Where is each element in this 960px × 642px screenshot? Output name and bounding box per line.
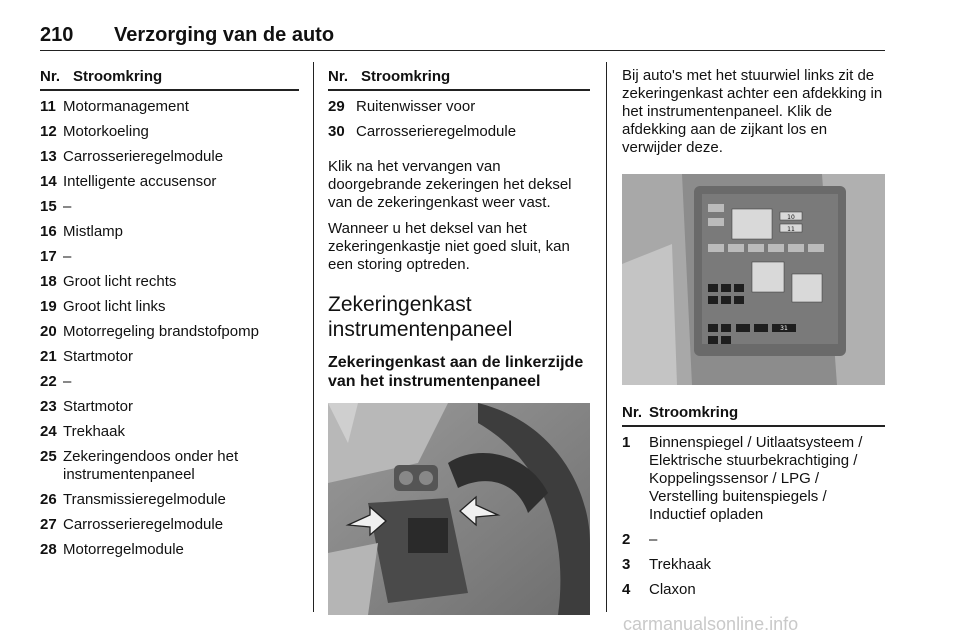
column-divider	[606, 62, 607, 612]
fuse-number: 25	[40, 448, 57, 465]
table-row	[328, 98, 590, 116]
paragraph: Wanneer u het deksel van het zekeringenkastje niet goed sluit, kan een storing optreden.	[328, 220, 570, 273]
header-nr: Nr.	[622, 404, 643, 421]
table-row	[40, 448, 299, 484]
circuit-name: Motorkoeling	[63, 123, 149, 140]
sub-heading: Zekeringenkast aan de linkerzijde van het instrumentenpaneel	[328, 354, 584, 390]
fuse-number: 16	[40, 223, 57, 240]
table-row	[40, 516, 299, 534]
fuse-table-3	[622, 434, 885, 599]
circuit-name: Trekhaak	[649, 556, 711, 573]
header-circuit: Stroomkring	[361, 68, 451, 85]
table-row	[40, 541, 299, 559]
fuse-number: 19	[40, 298, 57, 315]
fuse-label: 10	[787, 214, 795, 221]
circuit-name: Ruitenwisser voor	[356, 98, 476, 115]
circuit-name: Startmotor	[63, 398, 134, 415]
dashboard-photo	[328, 403, 590, 615]
fuse-number: 12	[40, 123, 57, 140]
circuit-name: Mistlamp	[63, 223, 124, 240]
circuit-name: –	[63, 198, 72, 215]
circuit-name: Motormanagement	[63, 98, 189, 115]
table-row	[40, 373, 299, 391]
table-row	[622, 556, 885, 574]
table-row	[622, 581, 885, 599]
fuse-number: 20	[40, 323, 57, 340]
table-header	[328, 64, 590, 91]
circuit-name: –	[649, 531, 658, 548]
fuse-number: 28	[40, 541, 57, 558]
column-2	[328, 64, 590, 615]
fuse-number: 11	[40, 98, 56, 115]
header-nr: Nr.	[328, 68, 349, 85]
fuse-number: 13	[40, 148, 57, 165]
circuit-name: Carrosserieregelmodule	[63, 148, 224, 165]
circuit-name: Binnenspiegel / Uitlaatsysteem / Elektrische stuurbekrachtiging / Koppelingssensor / LPG / Verstelling buitenspiegels / Inductief opladen	[649, 434, 863, 523]
fuse-number: 22	[40, 373, 57, 390]
fuse-label: 31	[780, 325, 788, 332]
fuse-table-1	[40, 98, 299, 559]
table-row	[40, 198, 299, 216]
fuse-number: 1	[622, 434, 631, 451]
table-header	[622, 400, 885, 427]
table-header	[40, 64, 299, 91]
table-row	[40, 223, 299, 241]
table-row	[40, 398, 299, 416]
table-row	[40, 423, 299, 441]
circuit-name: Intelligente accusensor	[63, 173, 217, 190]
circuit-name: Claxon	[649, 581, 696, 598]
column-3	[622, 64, 885, 599]
fuse-number: 23	[40, 398, 57, 415]
circuit-name: Transmissieregelmodule	[63, 491, 226, 508]
fuse-number: 29	[328, 98, 345, 115]
paragraph: Klik na het vervangen van doorgebrande zekeringen het deksel van de zekeringenkast weer vast.	[328, 158, 572, 211]
fuse-number: 27	[40, 516, 57, 533]
column-divider	[313, 62, 314, 612]
column-1	[40, 64, 299, 559]
table-row	[622, 434, 885, 524]
fuse-number: 18	[40, 273, 57, 290]
fuse-table-2	[328, 98, 590, 141]
circuit-name: Carrosserieregelmodule	[356, 123, 517, 140]
circuit-name: –	[63, 373, 72, 390]
table-row	[40, 173, 299, 191]
paragraph: Bij auto's met het stuurwiel links zit de zekeringenkast achter een afdekking in het instrumentenpaneel. Klik de afdekking aan de zijkant los en verwijder deze.	[622, 67, 883, 156]
circuit-name: Carrosserieregelmodule	[63, 516, 224, 533]
table-row	[40, 273, 299, 291]
circuit-name: Groot licht rechts	[63, 273, 177, 290]
table-row	[40, 323, 299, 341]
fuse-number: 17	[40, 248, 57, 265]
circuit-name: –	[63, 248, 72, 265]
fuse-number: 24	[40, 423, 57, 440]
table-row	[622, 531, 885, 549]
page-header	[40, 20, 885, 51]
table-row	[328, 123, 590, 141]
fusebox-photo	[622, 174, 885, 385]
fuse-number: 14	[40, 173, 57, 190]
fuse-number: 2	[622, 531, 631, 548]
fuse-number: 3	[622, 556, 631, 573]
page-number: 210	[40, 24, 74, 46]
fuse-number: 4	[622, 581, 631, 598]
table-row	[40, 298, 299, 316]
circuit-name: Trekhaak	[63, 423, 125, 440]
header-nr: Nr.	[40, 68, 61, 85]
table-row	[40, 148, 299, 166]
fuse-number: 15	[40, 198, 57, 215]
table-row	[40, 248, 299, 266]
circuit-name: Groot licht links	[63, 298, 166, 315]
watermark: carmanualsonline.info	[623, 614, 799, 634]
table-row	[40, 348, 299, 366]
fuse-number: 30	[328, 123, 345, 140]
section-heading: Zekeringenkast instrumentenpaneel	[328, 293, 513, 341]
table-row	[40, 98, 299, 116]
table-row	[40, 123, 299, 141]
page-title: Verzorging van de auto	[114, 24, 335, 46]
header-circuit: Stroomkring	[649, 404, 739, 421]
fuse-number: 26	[40, 491, 57, 508]
fuse-number: 21	[40, 348, 57, 365]
fuse-label: 11	[787, 226, 795, 233]
header-circuit: Stroomkring	[73, 68, 163, 85]
circuit-name: Motorregelmodule	[63, 541, 184, 558]
table-row	[40, 491, 299, 509]
circuit-name: Motorregeling brandstofpomp	[63, 323, 259, 340]
circuit-name: Startmotor	[63, 348, 134, 365]
circuit-name: Zekeringendoos onder het instrumentenpaneel	[63, 448, 239, 483]
